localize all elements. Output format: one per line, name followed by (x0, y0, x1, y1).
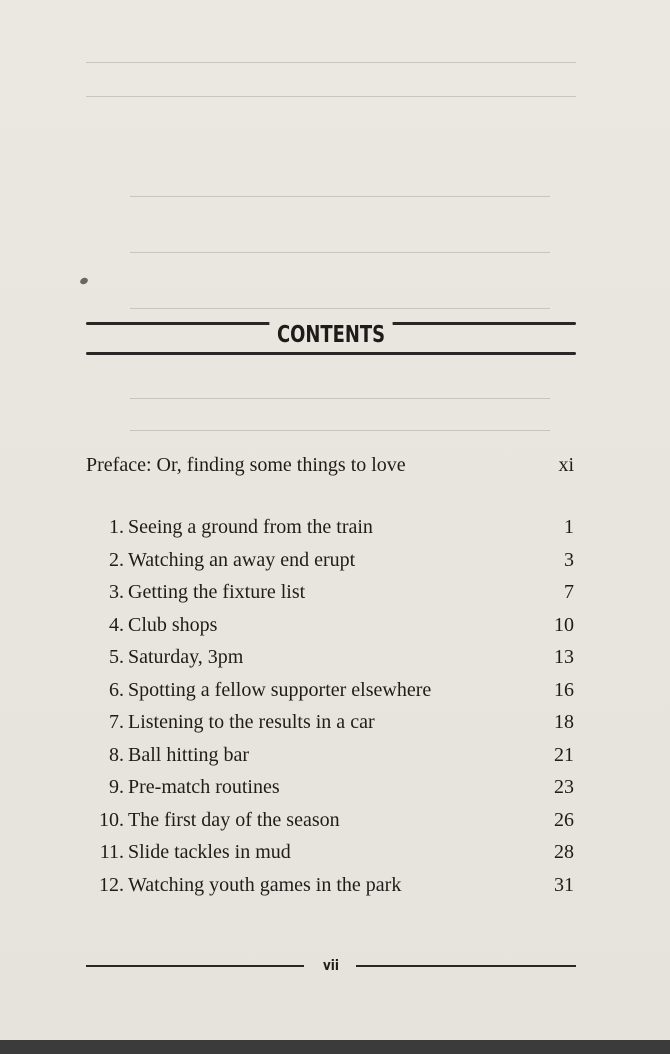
toc-entry[interactable] (86, 610, 576, 643)
toc-entry[interactable] (86, 772, 576, 805)
contents-heading (86, 318, 576, 362)
entry-page-number: 16 (554, 678, 574, 701)
preface-title: Preface: Or, finding some things to love (86, 454, 406, 476)
entry-title: Slide tackles in mud (128, 841, 291, 863)
toc-entry[interactable] (86, 545, 576, 578)
heading-bottom-rule (86, 352, 576, 355)
entry-number: 12. (99, 873, 124, 896)
entry-title: Ball hitting bar (128, 743, 250, 766)
entry-number: 10. (99, 808, 124, 831)
entry-page-number: 18 (554, 711, 574, 733)
entry-number: 6. (109, 678, 124, 701)
heading-text: CONTENTS (269, 322, 393, 348)
entry-number: 5. (109, 646, 124, 668)
entry-title: Getting the fixture list (128, 581, 306, 603)
entry-title: Watching youth games in the park (128, 873, 402, 896)
entry-number: 7. (109, 711, 124, 733)
toc-entry[interactable] (86, 805, 576, 838)
footer-left-rule (86, 965, 304, 967)
toc-entry[interactable] (86, 512, 576, 545)
page-footer (86, 955, 576, 977)
page-speck (79, 277, 89, 286)
entry-title: Spotting a fellow supporter elsewhere (128, 678, 432, 701)
entry-page-number: 7 (564, 581, 574, 603)
entry-page-number: 10 (554, 613, 574, 636)
entry-title: Watching an away end erupt (128, 548, 356, 571)
entry-page-number: 26 (554, 808, 574, 831)
preface-entry[interactable] (86, 451, 576, 479)
entry-number: 9. (109, 776, 124, 798)
entry-page-number: 21 (554, 743, 574, 766)
entry-number: 8. (109, 743, 124, 766)
toc-entry[interactable] (86, 870, 576, 903)
page-bottom-edge (0, 1040, 670, 1054)
entry-page-number: 28 (554, 841, 574, 863)
preface-page-number: xi (558, 454, 574, 476)
entry-number: 1. (109, 516, 124, 538)
entry-page-number: 1 (564, 516, 574, 538)
toc-entry[interactable] (86, 707, 576, 740)
entry-page-number: 31 (554, 873, 574, 896)
entry-title: Listening to the results in a car (128, 711, 375, 733)
toc-entry[interactable] (86, 642, 576, 675)
footer-right-rule (356, 965, 576, 967)
entry-title: Club shops (128, 613, 218, 636)
folio-number: vii (323, 958, 339, 974)
entry-number: 11. (99, 841, 124, 863)
toc-entry[interactable] (86, 740, 576, 773)
entry-title: The first day of the season (128, 808, 340, 831)
toc-entry[interactable] (86, 675, 576, 708)
entry-page-number: 3 (564, 548, 574, 571)
entry-page-number: 23 (554, 776, 574, 798)
entry-page-number: 13 (554, 646, 574, 668)
entry-title: Saturday, 3pm (128, 646, 244, 668)
toc-list (86, 512, 576, 902)
entry-number: 4. (109, 613, 124, 636)
entry-number: 3. (109, 581, 124, 603)
toc-entry[interactable] (86, 837, 576, 870)
entry-title: Seeing a ground from the train (128, 516, 373, 538)
entry-title: Pre-match routines (128, 776, 280, 798)
toc-entry[interactable] (86, 577, 576, 610)
entry-number: 2. (109, 548, 124, 571)
